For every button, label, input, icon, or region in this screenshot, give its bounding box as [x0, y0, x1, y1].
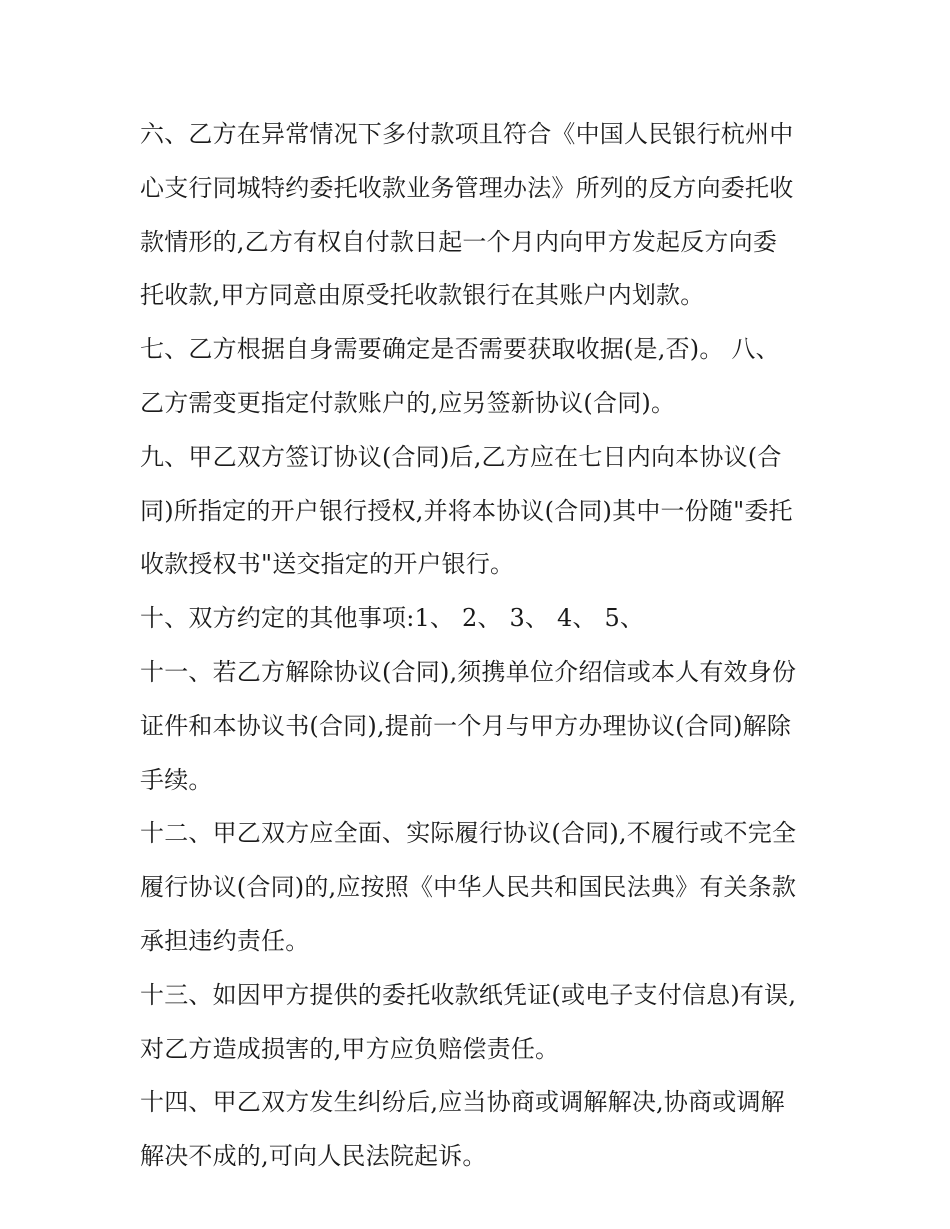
clause-12-line-3: 承担违约责任。: [140, 926, 310, 955]
clause-9-line-1: 九、甲乙双方签订协议(合同)后,乙方应在七日内向本协议(合: [140, 442, 782, 471]
clause-9-line-2: 同)所指定的开户银行授权,并将本协议(合同)其中一份随"委托: [140, 496, 793, 525]
clause-13-line-1: 十三、如因甲方提供的委托收款纸凭证(或电子支付信息)有误,: [140, 980, 797, 1009]
clause-14-line-2: 解决不成的,可向人民法院起诉。: [140, 1142, 487, 1171]
clause-6-line-4: 托收款,甲方同意由原受托收款银行在其账户内划款。: [140, 281, 705, 310]
clause-11-line-1: 十一、若乙方解除协议(合同),须携单位介绍信或本人有效身份: [140, 657, 797, 686]
clause-10-line-1: 十、双方约定的其他事项:1、 2、 3、 4、 5、: [140, 604, 645, 633]
clause-6-line-2: 心支行同城特约委托收款业务管理办法》所列的反方向委托收: [140, 173, 794, 202]
clause-6-line-1: 六、乙方在异常情况下多付款项且符合《中国人民银行杭州中: [140, 120, 794, 148]
clause-14-line-1: 十四、甲乙双方发生纠纷后,应当协商或调解解决,协商或调解: [140, 1088, 785, 1117]
clause-11-line-3: 手续。: [140, 765, 213, 794]
clause-11-line-2: 证件和本协议书(合同),提前一个月与甲方办理协议(合同)解除: [140, 711, 792, 740]
clause-13-line-2: 对乙方造成损害的,甲方应负赔偿责任。: [140, 1034, 560, 1063]
clause-8-line-1: 乙方需变更指定付款账户的,应另签新协议(合同)。: [140, 388, 676, 417]
clause-12-line-1: 十二、甲乙双方应全面、实际履行协议(合同),不履行或不完全: [140, 819, 797, 848]
document-body: [140, 108, 830, 1184]
clause-7-line-1: 七、乙方根据自身需要确定是否需要获取收据(是,否)。 八、: [140, 335, 780, 364]
clause-9-line-3: 收款授权书"送交指定的开户银行。: [140, 550, 515, 579]
clause-6-line-3: 款情形的,乙方有权自付款日起一个月内向甲方发起反方向委: [140, 227, 778, 256]
clause-12-line-2: 履行协议(合同)的,应按照《中华人民共和国民法典》有关条款: [140, 873, 797, 902]
